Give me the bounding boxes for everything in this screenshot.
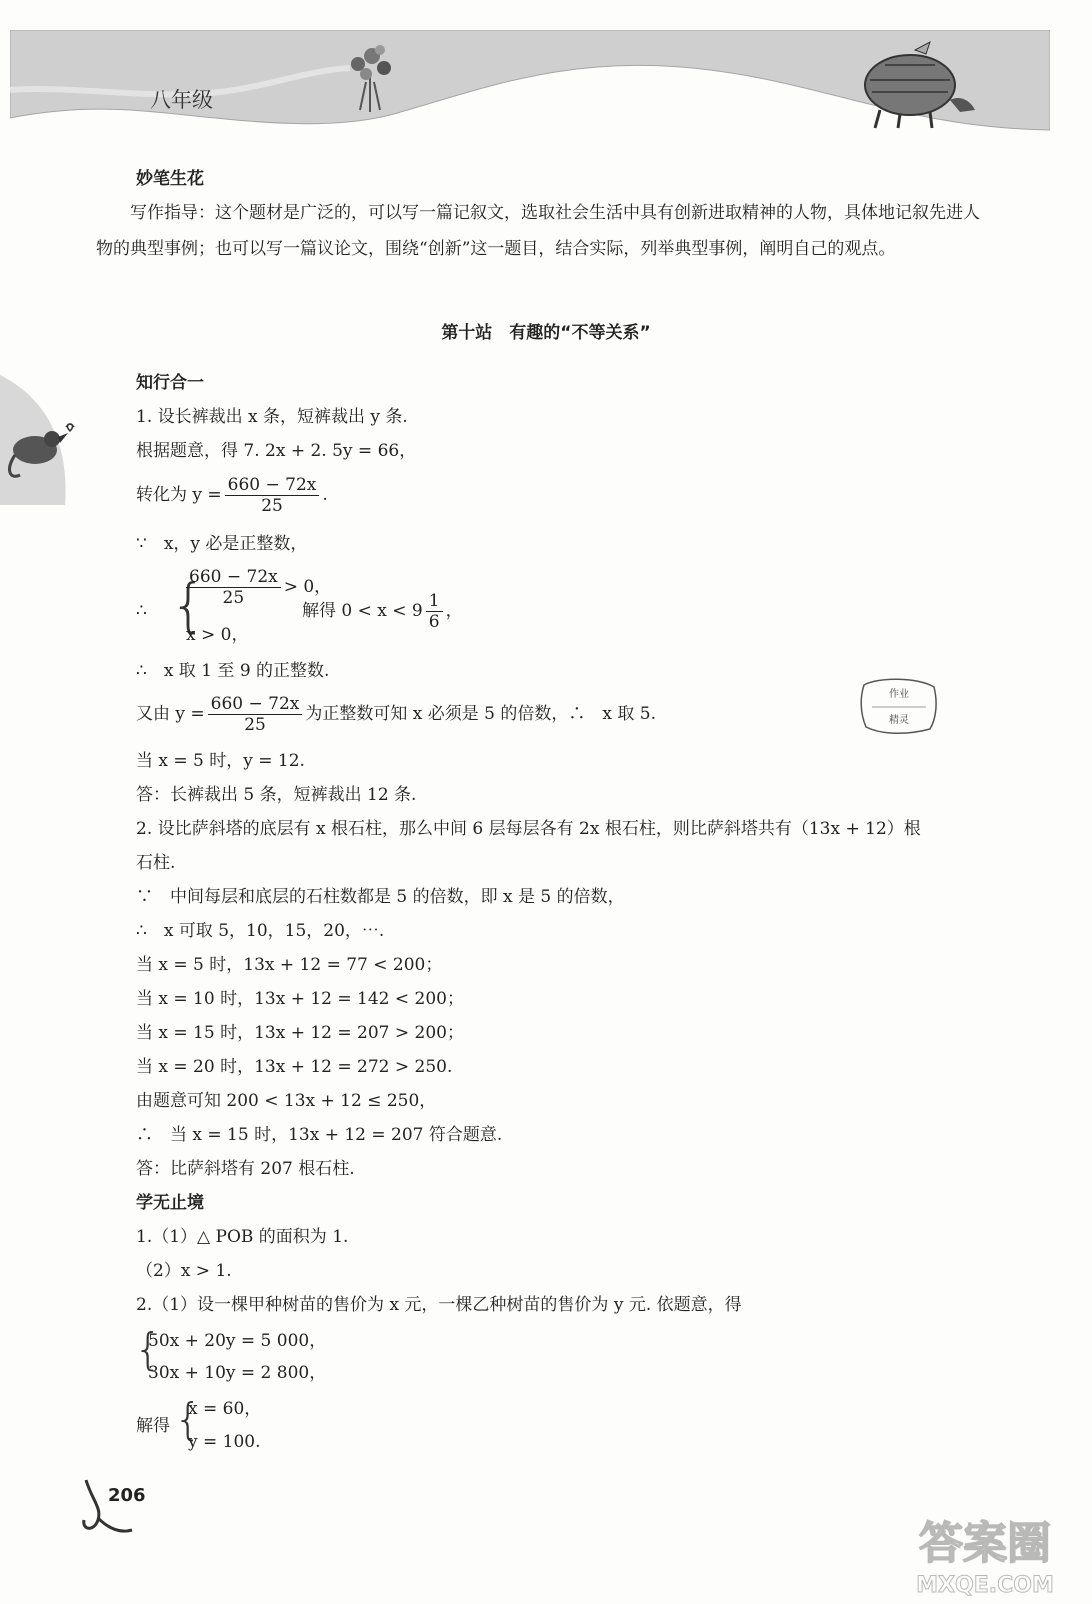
solution-line: 2.（1）设一棵甲种树苗的售价为 x 元，一棵乙种树苗的售价为 y 元. 依题意，得 [136,1295,742,1315]
solution-line: 当 x = 10 时，13x + 12 = 142 < 200； [136,989,464,1009]
solution-line: 1. 设长裤裁出 x 条，短裤裁出 y 条. [136,407,408,427]
equation-text: . [322,485,328,505]
solution-line: ∴ x 取 1 至 9 的正整数. [136,661,330,681]
section-heading-practice: 知行合一 [136,373,204,393]
section-heading-writing: 妙笔生花 [136,169,204,189]
solution-line: 当 x = 5 时，y = 12. [136,751,305,771]
solution-text: ， [445,601,463,621]
writing-guide-paragraph: 写作指导：这个题材是广泛的，可以写一篇记叙文，选取社会生活中具有创新进取精神的人物，具体地记叙先进人物的典型事例；也可以写一篇议论文，围绕“创新”这一题目，结合实际，列举典型事例，阐明自己的观点。 [96,203,980,259]
stamp-text-bottom: 精灵 [889,715,909,726]
solution-line: 答：长裤裁出 5 条，短裤裁出 12 条. [136,785,417,805]
solution-line: ∵ x，y 必是正整数， [136,534,308,554]
inequality-text: > 0， [283,577,332,597]
solution-result [302,590,463,632]
equation-line: 30x + 10y = 2 800， [148,1363,327,1383]
system-brace: { [170,571,207,639]
solution-line: （2）x > 1. [136,1261,232,1281]
creature-decoration-icon [860,40,980,130]
flower-decoration-icon [340,42,400,112]
fraction [225,475,320,516]
solution-line: ∴ x 可取 5，10，15，20，⋯. [136,921,385,941]
fraction-numerator: 660 − 72x [208,694,303,715]
solution-line: 1.（1）△ POB 的面积为 1. [136,1227,349,1247]
fraction-numerator: 660 − 72x [186,567,281,588]
grade-label: 八年级 [150,88,213,112]
solution-line: 当 x = 15 时，13x + 12 = 207 > 200； [136,1023,464,1043]
bird-decoration-icon [0,375,80,505]
page-number: 206 [108,1485,146,1506]
solution-line: 由题意可知 200 < 13x + 12 ≤ 250， [136,1091,437,1111]
fraction-numerator: 660 − 72x [225,475,320,496]
solution-value: y = 100. [188,1432,261,1452]
equation-text: 又由 y = [136,704,205,724]
solution-line: 2. 设比萨斜塔的底层有 x 根石柱，那么中间 6 层每层各有 2x 根石柱，则比萨斜塔共有（13x + 12）根 [136,819,921,839]
solution-text: 解得 0 < x < 9 [302,601,423,621]
solution-line: 当 x = 5 时，13x + 12 = 77 < 200； [136,955,443,975]
section-heading-learning: 学无止境 [136,1193,204,1213]
solution-value: x = 60， [188,1399,262,1419]
equation-text: 为正整数可知 x 必须是 5 的倍数，∴ x 取 5. [305,704,657,724]
fraction-numerator: 1 [426,591,443,612]
solution-line: ∴ 当 x = 15 时，13x + 12 = 207 符合题意. [136,1125,503,1145]
fraction-denominator: 25 [261,496,283,516]
header-banner [10,30,1050,135]
watermark-url: MXQE.COM [916,1573,1054,1598]
watermark-text: 答案圈 [919,1518,1051,1569]
solve-label: 解得 [136,1416,170,1436]
equation-line: 50x + 20y = 5 000， [148,1331,327,1351]
solution-line [136,474,328,516]
chapter-title: 第十站 有趣的“不等关系” [441,323,651,343]
watermark-logo [900,1500,1070,1600]
fraction-denominator: 25 [244,715,266,735]
solution-line [136,693,656,735]
stamp-text-top: 作业 [889,689,909,700]
solution-line: 当 x = 20 时，13x + 12 = 272 > 250. [136,1057,453,1077]
stamp-icon [858,675,940,735]
inequality-line: x > 0， [186,625,249,645]
therefore-symbol: ∴ [136,601,147,621]
fraction [208,694,303,735]
fraction [186,567,281,608]
solution-line: 石柱. [136,853,176,873]
solution-line: 答：比萨斜塔有 207 根石柱. [136,1159,355,1179]
solution-line: 根据题意，得 7. 2x + 2. 5y = 66， [136,441,417,461]
fraction-denominator: 6 [428,612,440,632]
solution-line: ∵ 中间每层和底层的石柱数都是 5 的倍数，即 x 是 5 的倍数， [136,887,625,907]
fraction-denominator: 25 [222,588,245,608]
equation-text: 转化为 y = [136,485,222,505]
system-brace: { [134,1324,162,1375]
system-brace: { [174,1394,202,1445]
mixed-fraction [426,591,443,632]
